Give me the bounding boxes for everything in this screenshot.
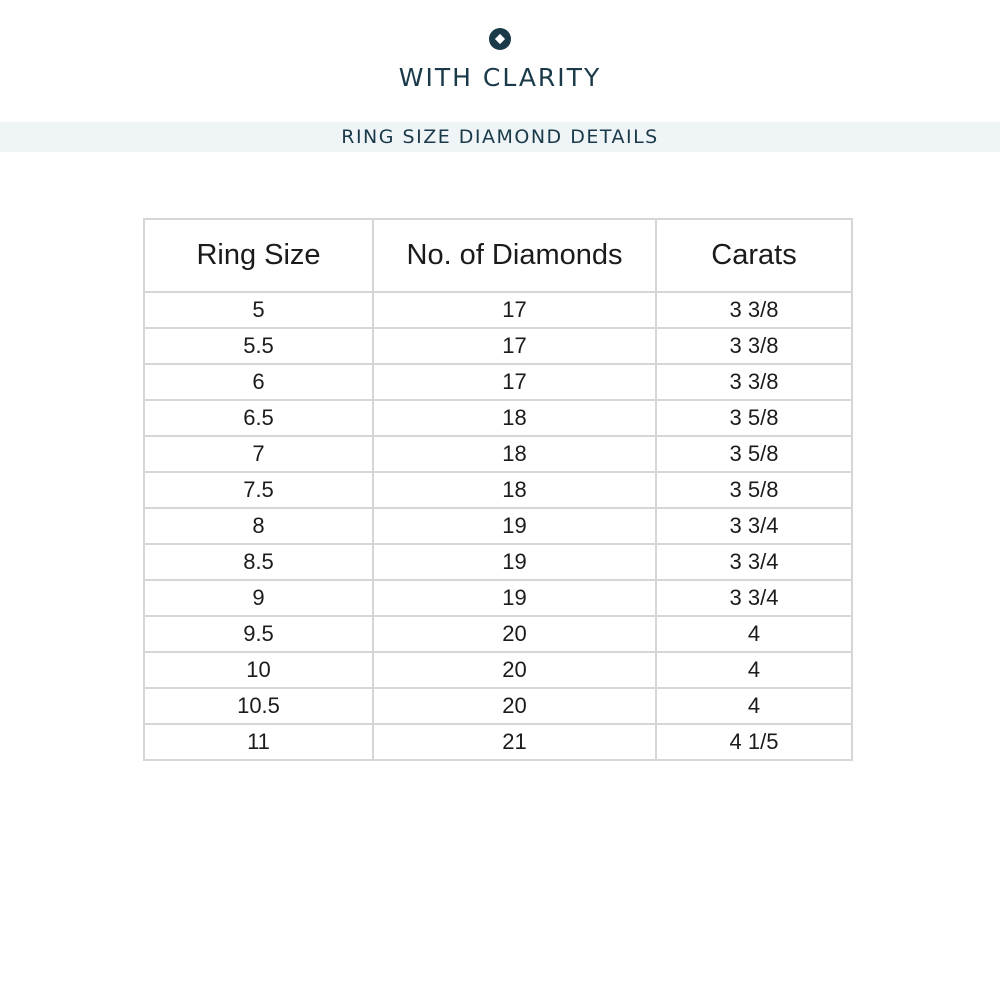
cell-carats: 3 3/4 xyxy=(656,508,852,544)
header-ring-size: Ring Size xyxy=(144,219,373,292)
cell-ring-size: 5 xyxy=(144,292,373,328)
cell-ring-size: 5.5 xyxy=(144,328,373,364)
table-row xyxy=(144,652,852,688)
cell-ring-size: 8.5 xyxy=(144,544,373,580)
cell-no-of-diamonds: 21 xyxy=(373,724,656,760)
table-row xyxy=(144,616,852,652)
table-row xyxy=(144,472,852,508)
table-row xyxy=(144,508,852,544)
table-header-row xyxy=(144,219,852,292)
cell-no-of-diamonds: 19 xyxy=(373,580,656,616)
cell-carats: 4 xyxy=(656,652,852,688)
cell-ring-size: 9 xyxy=(144,580,373,616)
cell-ring-size: 6.5 xyxy=(144,400,373,436)
cell-no-of-diamonds: 19 xyxy=(373,544,656,580)
cell-carats: 3 3/8 xyxy=(656,364,852,400)
table-row xyxy=(144,292,852,328)
cell-no-of-diamonds: 18 xyxy=(373,436,656,472)
page-title: RING SIZE DIAMOND DETAILS xyxy=(341,126,659,148)
header-carats: Carats xyxy=(656,219,852,292)
cell-carats: 3 3/8 xyxy=(656,328,852,364)
table-row xyxy=(144,688,852,724)
cell-carats: 3 3/8 xyxy=(656,292,852,328)
cell-ring-size: 8 xyxy=(144,508,373,544)
cell-carats: 4 1/5 xyxy=(656,724,852,760)
diamond-circle-icon xyxy=(489,28,511,50)
table-row xyxy=(144,544,852,580)
cell-carats: 4 xyxy=(656,616,852,652)
cell-ring-size: 10.5 xyxy=(144,688,373,724)
cell-carats: 3 5/8 xyxy=(656,436,852,472)
cell-no-of-diamonds: 18 xyxy=(373,400,656,436)
cell-ring-size: 11 xyxy=(144,724,373,760)
table-row xyxy=(144,580,852,616)
table-row xyxy=(144,364,852,400)
cell-carats: 3 3/4 xyxy=(656,544,852,580)
table-row xyxy=(144,400,852,436)
cell-no-of-diamonds: 20 xyxy=(373,688,656,724)
cell-no-of-diamonds: 19 xyxy=(373,508,656,544)
cell-ring-size: 6 xyxy=(144,364,373,400)
cell-carats: 3 5/8 xyxy=(656,472,852,508)
ring-size-table xyxy=(143,218,853,761)
cell-no-of-diamonds: 20 xyxy=(373,616,656,652)
cell-no-of-diamonds: 17 xyxy=(373,364,656,400)
table-body xyxy=(144,292,852,760)
cell-no-of-diamonds: 18 xyxy=(373,472,656,508)
table-row xyxy=(144,436,852,472)
cell-carats: 3 5/8 xyxy=(656,400,852,436)
cell-no-of-diamonds: 17 xyxy=(373,328,656,364)
brand-name: WITH CLARITY xyxy=(398,63,602,92)
cell-carats: 3 3/4 xyxy=(656,580,852,616)
header-no-of-diamonds: No. of Diamonds xyxy=(373,219,656,292)
cell-no-of-diamonds: 17 xyxy=(373,292,656,328)
title-band xyxy=(0,122,1000,152)
cell-ring-size: 9.5 xyxy=(144,616,373,652)
table-row xyxy=(144,328,852,364)
cell-carats: 4 xyxy=(656,688,852,724)
cell-ring-size: 7.5 xyxy=(144,472,373,508)
cell-ring-size: 7 xyxy=(144,436,373,472)
cell-no-of-diamonds: 20 xyxy=(373,652,656,688)
table-row xyxy=(144,724,852,760)
cell-ring-size: 10 xyxy=(144,652,373,688)
